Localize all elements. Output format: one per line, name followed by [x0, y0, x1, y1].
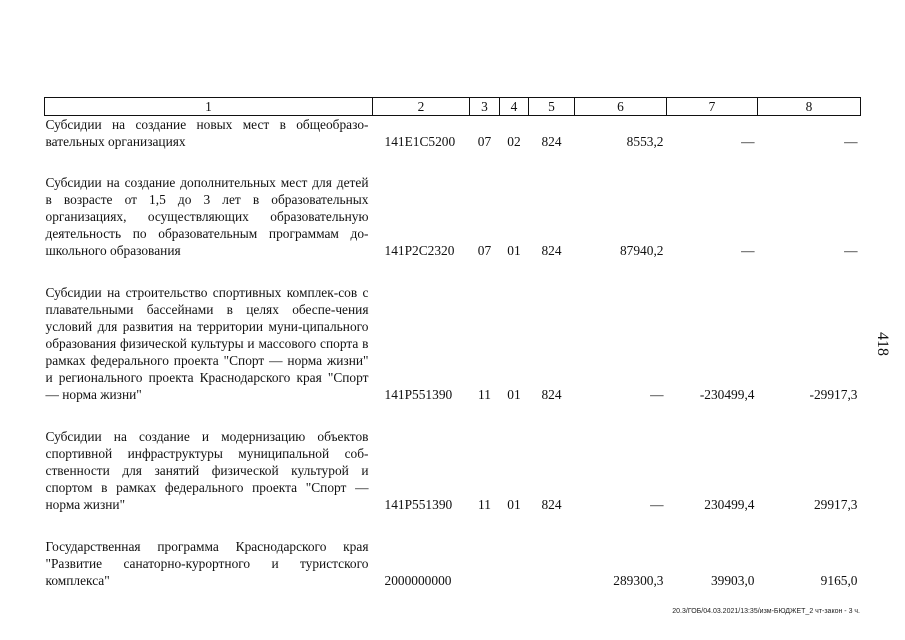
row-description: Субсидии на создание и модернизацию объектов спортивной инфраструктуры муниципальной соб-ственности для занятий физической культурой и спортом в рамках федерального проекта "Спорт — норма жизни" — [45, 429, 369, 512]
table-row — [45, 538, 861, 589]
amount-col6: 289300,3 — [613, 573, 664, 588]
target-article-code: 2000000000 — [384, 573, 452, 588]
amount-col6: — — [650, 387, 664, 402]
expense-type-code — [529, 538, 575, 589]
amount-col8: — — [844, 134, 858, 149]
amount-col8: -29917,3 — [809, 387, 858, 402]
amount-col7: -230499,4 — [699, 387, 755, 402]
section-code: 07 — [477, 134, 492, 149]
amount-col8: 9165,0 — [820, 573, 858, 588]
amount-col7: 39903,0 — [710, 573, 755, 588]
amount-col8: 29917,3 — [813, 497, 858, 512]
table-row — [45, 174, 861, 259]
amount-col8: — — [844, 243, 858, 258]
footer-stamp: 20.3/ГОБ/04.03.2021/13:35/изм-БЮДЖЕТ_2 чт-закон - 3 ч. — [672, 608, 860, 615]
expense-type-code: 824 — [541, 497, 562, 512]
table-header — [45, 98, 861, 116]
page-number: 418 — [874, 332, 891, 356]
column-header-5: 5 — [529, 98, 575, 116]
column-header-7: 7 — [667, 98, 758, 116]
subsection-code: 01 — [507, 243, 521, 258]
section-code: 11 — [478, 497, 491, 512]
column-header-4: 4 — [500, 98, 529, 116]
amount-col6: 87940,2 — [619, 243, 664, 258]
expense-type-code: 824 — [541, 387, 562, 402]
section-code — [470, 538, 500, 589]
row-description: Государственная программа Краснодарского края "Развитие санаторно-курортного и туристского комплекса" — [45, 539, 369, 588]
target-article-code: 141P551390 — [384, 387, 453, 402]
target-article-code: 141P2C2320 — [384, 243, 455, 258]
row-spacer — [45, 513, 861, 538]
column-header-8: 8 — [758, 98, 861, 116]
amount-col6: — — [650, 497, 664, 512]
header-row — [45, 98, 861, 116]
column-header-6: 6 — [575, 98, 667, 116]
subsection-code: 01 — [507, 387, 521, 402]
expense-type-code: 824 — [541, 243, 562, 258]
row-spacer — [45, 259, 861, 284]
amount-col6: 8553,2 — [626, 134, 664, 149]
table-row — [45, 428, 861, 513]
expense-type-code: 824 — [541, 134, 562, 149]
amount-col7: 230499,4 — [704, 497, 755, 512]
row-spacer — [45, 403, 861, 428]
subsection-code: 02 — [507, 134, 521, 149]
target-article-code: 141P551390 — [384, 497, 453, 512]
row-description: Субсидии на создание новых мест в общеобразо-вательных организациях — [45, 117, 369, 149]
budget-table — [44, 97, 861, 589]
column-header-3: 3 — [470, 98, 500, 116]
amount-col7: — — [741, 243, 755, 258]
column-header-2: 2 — [373, 98, 470, 116]
section-code: 07 — [477, 243, 492, 258]
target-article-code: 141E1C5200 — [384, 134, 456, 149]
subsection-code: 01 — [507, 497, 521, 512]
column-header-1: 1 — [45, 98, 373, 116]
table-row — [45, 116, 861, 151]
amount-col7: — — [741, 134, 755, 149]
table-row — [45, 284, 861, 403]
section-code: 11 — [478, 387, 491, 402]
subsection-code — [500, 538, 529, 589]
row-description: Субсидии на создание дополнительных мест для детей в возрасте от 1,5 до 3 лет в образовательных организациях, осуществляющих образовательную деятельность по образовательным программам до-школьного образования — [45, 175, 369, 258]
row-spacer — [45, 150, 861, 174]
row-description: Субсидии на строительство спортивных комплек-сов с плавательными бассейнами в целях обеспе-чения условий для развития на территории муни-ципального образования физической культуры и массового спорта в рамках федерального проекта "Спорт — норма жизни" и регионального проекта Краснодарского края "Спорт — норма жизни" — [45, 285, 369, 402]
